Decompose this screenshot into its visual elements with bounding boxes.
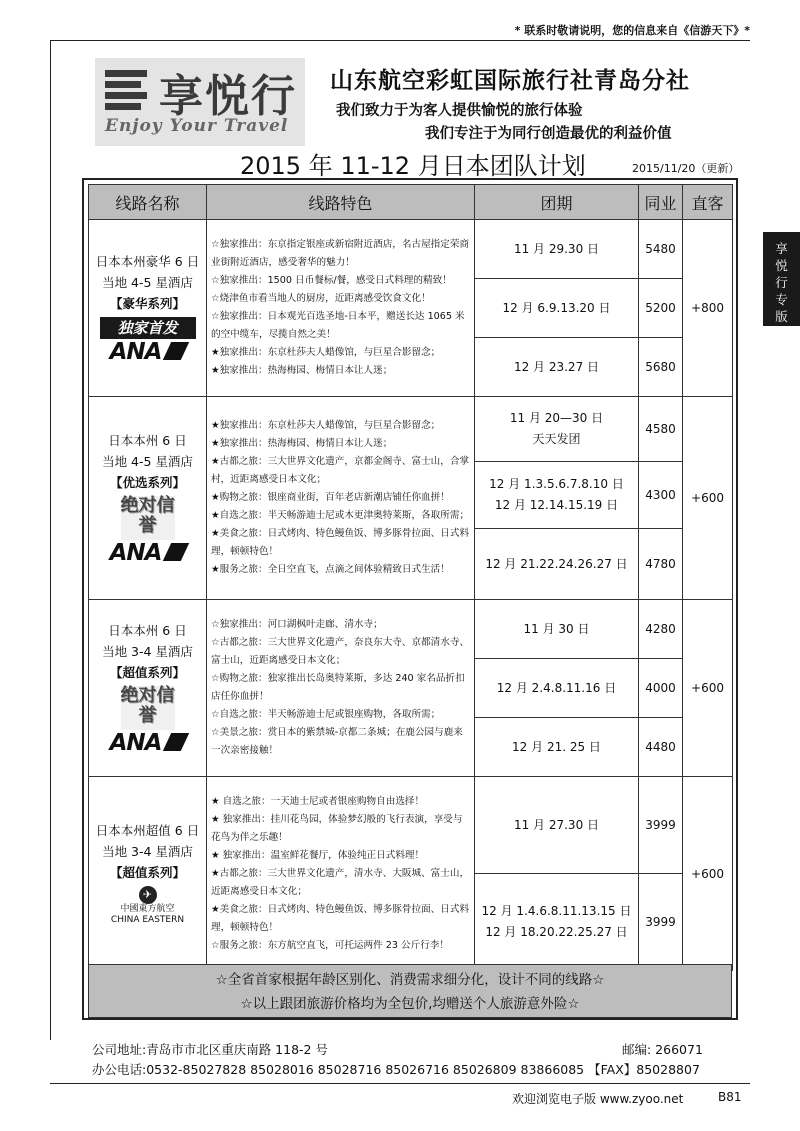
route-series: 【优选系列】 [109,475,185,490]
trade-price: 5680 [639,338,683,397]
footer-note: ☆全省首家根据年龄区别化、消费需求细分化，设计不同的线路☆ [215,972,605,988]
retail-surcharge: +600 [683,397,733,600]
ana-stripe-icon [163,342,189,360]
slogan-line-1: 我们致力于为客人提供愉悦的旅行体验 [336,103,583,119]
page-number: B81 [718,1090,742,1104]
trade-price: 4280 [639,600,683,659]
feature-item: ★自选之旅：半天畅游迪士尼或木更津奥特莱斯，各取所需； [211,510,470,521]
china-eastern-logo [111,886,184,926]
route-hotel: 当地 3-4 星酒店 [102,644,193,659]
features-cell [207,397,475,600]
logo-stripes-icon [103,64,155,116]
postal-code: 邮编: 266071 [622,1042,703,1057]
route-series: 【超值系列】 [109,665,185,680]
date-cell: 12 月 21.22.24.26.27 日 [475,529,639,600]
feature-item: ★ 独家推出：挂川花鸟园，体验梦幻般的飞行表演，享受与花鸟为伴之乐趣！ [211,813,463,843]
feature-item: ☆服务之旅：东方航空直飞，可托运两件 23 公斤行李！ [211,939,449,951]
footer-note: ☆以上跟团旅游价格均为全包价,均赠送个人旅游意外险☆ [240,996,580,1012]
date-cell [475,397,639,462]
china-eastern-cn: 中國東方航空 [120,903,175,914]
update-date: 2015/11/20（更新） [632,162,740,175]
retail-surcharge: +600 [683,777,733,971]
table-header-row [89,185,733,220]
route-hotel: 当地 3-4 星酒店 [102,843,193,859]
header-trade-price: 同业 [639,185,683,220]
airline-logo [109,730,186,756]
route-name: 日本本州豪华 6 日 [95,254,200,269]
side-tab-char: 版 [775,309,788,324]
route-cell [89,397,207,600]
china-eastern-swallow-icon: ✈ [139,886,157,904]
feature-item: ★ 独家推出：温室鲜花餐厅，体验纯正日式料理！ [211,849,425,861]
date-line: 12 月 1.4.6.8.11.13.15 日 [481,904,632,918]
ana-stripe-icon [163,733,189,751]
retail-surcharge: +600 [683,600,733,777]
features-cell [207,220,475,397]
feature-item: ☆烧津鱼市看当地人的厨房，近距离感受饮食文化！ [211,293,431,304]
date-cell: 12 月 6.9.13.20 日 [475,279,639,338]
feature-item: ★服务之旅：全日空直飞，点滴之间体验精致日式生活！ [211,564,450,575]
table-row [89,777,733,874]
trade-price: 4580 [639,397,683,462]
ana-logo-text: ANA [109,730,162,756]
route-cell [89,600,207,777]
date-cell: 12 月 2.4.8.11.16 日 [475,659,639,718]
route-series: 【豪华系列】 [109,296,185,311]
side-tab-char: 悦 [775,258,788,273]
top-divider [50,40,750,41]
feature-item: ☆独家推出：河口湖枫叶走廊、清水寺； [211,619,383,630]
trade-price: 5480 [639,220,683,279]
airline-logo [109,339,186,365]
date-line: 12 月 18.20.22.25.27 日 [485,925,628,939]
feature-item: ☆独家推出：东京指定银座或新宿附近酒店，名古屋指定荣商业街附近酒店，感受奢华的魅力！ [211,239,470,268]
side-tab-char: 专 [775,292,788,307]
website-link[interactable]: 欢迎浏览电子版 www.zyoo.net [512,1092,684,1106]
trust-badge: 绝对信誉 [121,686,175,730]
feature-item: ☆美景之旅：赏日本的紫禁城-京都二条城；在鹿公园与鹿来一次亲密接触！ [211,727,463,756]
ana-logo-text: ANA [109,339,162,365]
china-eastern-en: CHINA EASTERN [110,914,185,925]
trade-price: 4780 [639,529,683,600]
ana-stripe-icon [163,543,189,561]
feature-item: ★ 自选之旅：一天迪士尼或者银座购物自由选择！ [211,795,425,807]
feature-item: ★独家推出：热海梅园、梅情日本让人迷； [211,438,393,449]
feature-item: ☆独家推出：日本观光百选圣地-日本平，赠送长达 1065 米的空中缆车，尽揽自然之美！ [211,311,465,340]
feature-item: ★古都之旅：三大世界文化遗产，清水寺、大阪城、富士山，近距离感受日本文化； [211,867,470,897]
company-name: 山东航空彩虹国际旅行社青岛分社 [330,68,690,94]
date-cell: 11 月 30 日 [475,600,639,659]
route-hotel: 当地 4-5 星酒店 [102,275,193,290]
feature-item: ★古都之旅：三大世界文化遗产，京都金阁寺、富士山，合掌村，近距离感受日本文化； [211,456,470,485]
trade-price: 3999 [639,777,683,874]
retail-surcharge: +800 [683,220,733,397]
trade-price: 4480 [639,718,683,777]
date-line: 天天发团 [532,432,581,446]
side-tab [763,232,800,326]
airline-logo [109,540,186,566]
office-phone: 办公电话:0532-85027828 85028016 85028716 85026716 85026809 83866085 【FAX】85028807 [92,1062,700,1077]
date-cell: 12 月 21. 25 日 [475,718,639,777]
header-route: 线路名称 [89,185,207,220]
source-note: * 联系时敬请说明，您的信息来自《信游天下》* [514,24,750,37]
brand-logo [95,58,305,146]
table-row [89,397,733,462]
feature-item: ☆自选之旅：半天畅游迪士尼或银座购物，各取所需； [211,709,441,720]
feature-item: ★独家推出：热海梅园、梅情日本让人迷； [211,365,393,376]
feature-item: ★美食之旅：日式烤肉、特色鳗鱼饭、博多豚骨拉面、日式料理，顿顿特色！ [211,903,470,933]
ana-logo-text: ANA [109,540,162,566]
company-address: 公司地址:青岛市市北区重庆南路 118-2 号 [92,1042,328,1057]
route-cell [89,777,207,971]
table-footer-notes [88,964,732,1018]
trade-price: 5200 [639,279,683,338]
header-dates: 团期 [475,185,639,220]
tour-plan-table [88,184,733,971]
feature-item: ☆独家推出：1500 日币餐标/餐，感受日式料理的精致！ [211,275,452,286]
date-cell: 11 月 27.30 日 [475,777,639,874]
slogan-line-2: 我们专注于为同行创造最优的利益价值 [425,126,672,142]
trust-badge: 绝对信誉 [121,496,175,540]
route-name: 日本本州超值 6 日 [95,822,200,838]
side-tab-char: 享 [775,241,788,256]
route-name: 日本本州 6 日 [108,623,187,638]
date-line: 12 月 12.14.15.19 日 [494,498,619,512]
route-series: 【超值系列】 [109,864,185,880]
route-cell [89,220,207,397]
logo-english: Enjoy Your Travel [105,116,289,136]
left-divider [50,40,51,1040]
feature-item: ★购物之旅：银座商业街，百年老店新潮店铺任你血拼！ [211,492,450,503]
feature-item: ☆购物之旅：独家推出长岛奥特莱斯，多达 240 家名品折扣店任你血拼！ [211,673,465,702]
date-cell: 12 月 23.27 日 [475,338,639,397]
header-retail-price: 直客 [683,185,733,220]
trade-price: 4300 [639,462,683,529]
bottom-divider [50,1083,750,1084]
features-cell [207,777,475,971]
feature-item: ★美食之旅：日式烤肉、特色鳗鱼饭、博多豚骨拉面、日式料理，顿顿特色！ [211,528,470,557]
page-title: 2015 年 11-12 月日本团队计划 [240,152,586,180]
side-tab-char: 行 [775,275,788,290]
route-name: 日本本州 6 日 [108,433,187,448]
feature-item: ★独家推出：东京杜莎夫人蜡像馆，与巨星合影留念； [211,347,441,358]
logo-chinese: 享悦行 [159,71,297,122]
date-cell [475,874,639,971]
feature-item: ☆古都之旅：三大世界文化遗产，奈良东大寺、京都清水寺、富士山，近距离感受日本文化； [211,637,470,666]
exclusive-badge: 独家首发 [100,317,196,339]
date-line: 11 月 20—30 日 [509,411,604,425]
date-line: 12 月 1.3.5.6.7.8.10 日 [489,477,624,491]
trade-price: 4000 [639,659,683,718]
date-cell: 11 月 29.30 日 [475,220,639,279]
features-cell [207,600,475,777]
table-row [89,220,733,279]
route-hotel: 当地 4-5 星酒店 [102,454,193,469]
header-features: 线路特色 [207,185,475,220]
feature-item: ★独家推出：东京杜莎夫人蜡像馆，与巨星合影留念； [211,420,441,431]
trade-price: 3999 [639,874,683,971]
date-cell [475,462,639,529]
table-row [89,600,733,659]
